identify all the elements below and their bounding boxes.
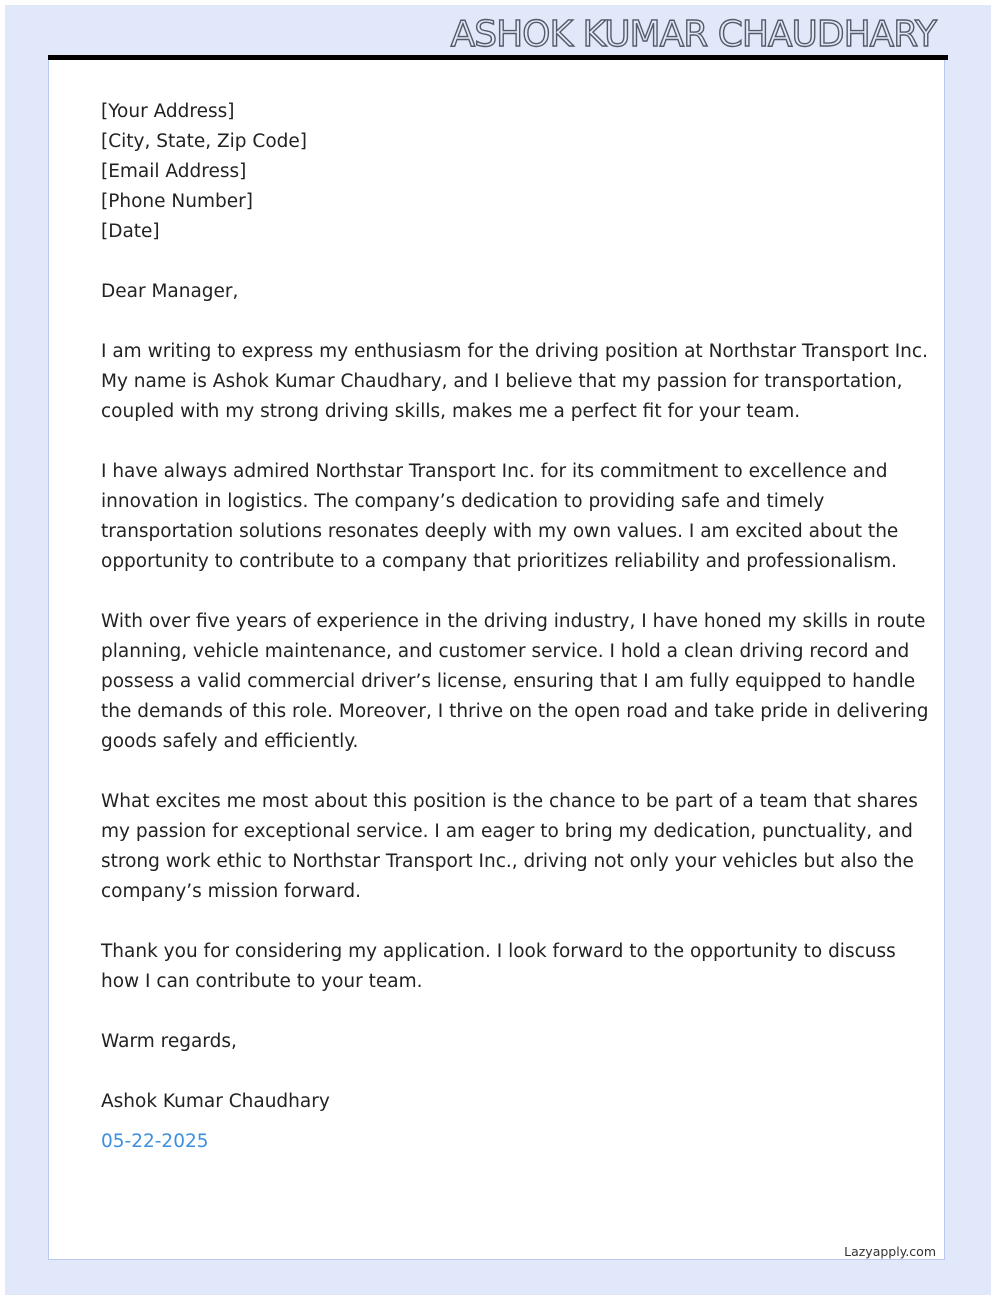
paragraph-line: strong work ethic to Northstar Transport Inc., driving not only your vehicles but also the (101, 851, 914, 872)
paragraph-line: I have always admired Northstar Transport Inc. for its commitment to excellence and (101, 461, 888, 482)
closing: Warm regards, (101, 1031, 237, 1052)
date-placeholder-line: [Date] (101, 221, 160, 242)
phone-line: [Phone Number] (101, 191, 253, 212)
city-state-zip-line: [City, State, Zip Code] (101, 131, 307, 152)
signature: Ashok Kumar Chaudhary (101, 1091, 330, 1112)
footer-watermark: Lazyapply.com (844, 1244, 936, 1259)
paragraph-company (101, 457, 901, 577)
paragraph-line: planning, vehicle maintenance, and customer service. I hold a clean driving record and (101, 641, 910, 662)
paragraph-line: Thank you for considering my application. I look forward to the opportunity to discuss (101, 941, 896, 962)
paragraph-line: I am writing to express my enthusiasm for the driving position at Northstar Transport Inc. (101, 341, 928, 362)
paragraph-intro (101, 337, 928, 427)
letter-page (48, 60, 945, 1260)
paragraph-line: opportunity to contribute to a company that prioritizes reliability and professionalism. (101, 551, 898, 572)
paragraph-thanks (101, 937, 901, 997)
paragraph-line: how I can contribute to your team. (101, 971, 423, 992)
paragraph-line: coupled with my strong driving skills, makes me a perfect fit for your team. (101, 401, 801, 422)
salutation: Dear Manager, (101, 281, 239, 302)
paragraph-line: innovation in logistics. The company’s dedication to providing safe and timely (101, 491, 825, 512)
letter-date: 05-22-2025 (101, 1131, 209, 1152)
paragraph-line: company’s mission forward. (101, 881, 361, 902)
paragraph-line: the demands of this role. Moreover, I thrive on the open road and take pride in delivering (101, 701, 929, 722)
applicant-name-header: ASHOK KUMAR CHAUDHARY (450, 14, 936, 55)
cover-letter-body (101, 97, 929, 1157)
paragraph-line: My name is Ashok Kumar Chaudhary, and I believe that my passion for transportation, (101, 371, 903, 392)
address-block (101, 97, 901, 247)
email-line: [Email Address] (101, 161, 247, 182)
paragraph-line: goods safely and efficiently. (101, 731, 359, 752)
paragraph-line: With over five years of experience in the driving industry, I have honed my skills in route (101, 611, 926, 632)
paragraph-line: transportation solutions resonates deeply with my own values. I am excited about the (101, 521, 899, 542)
paragraph-line: What excites me most about this position is the chance to be part of a team that shares (101, 791, 918, 812)
address-line: [Your Address] (101, 101, 235, 122)
paragraph-line: my passion for exceptional service. I am eager to bring my dedication, punctuality, and (101, 821, 913, 842)
paragraph-motivation (101, 787, 918, 907)
paragraph-line: possess a valid commercial driver’s license, ensuring that I am fully equipped to handle (101, 671, 916, 692)
paragraph-experience (101, 607, 929, 757)
